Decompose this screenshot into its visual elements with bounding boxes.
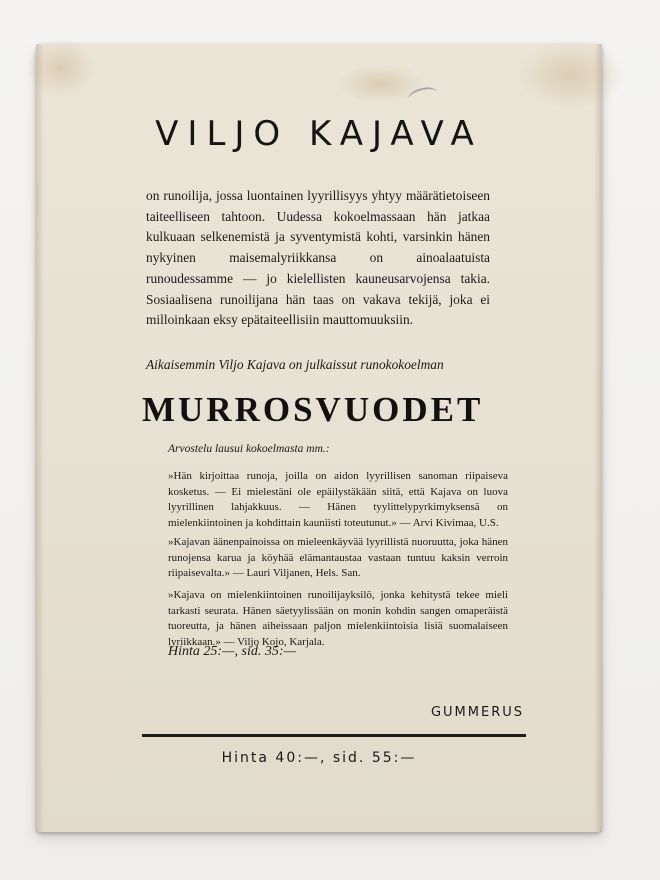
author-name: VILJO KAJAVA [155, 114, 483, 154]
review-quote: »Hän kirjoittaa runoja, joilla on aidon lyyrillisen sanoman riipaiseva kosketus. — Ei mielestäni ole epäilystäkään siitä, että Kajava on luova lyyrillinen lahjakkuus. — Hänen tyylittelypyrkimyksensä on mielenkiintoinen ja kohdittain kauniisti toteutunut.» — Arvi Kivimaa, U.S. [168, 470, 508, 529]
earlier-works-line: Aikaisemmin Viljo Kajava on julkaissut runokokoelman [146, 357, 444, 372]
corner-stain [26, 38, 96, 98]
earlier-book-title: MURROSVUODET [142, 390, 484, 429]
book-back-cover [36, 44, 602, 832]
description-paragraph: on runoilija, jossa luontainen lyyrillisyys yhtyy määrätietoiseen taiteelliseen tahtoon. Uudessa kokoelmassaan hän jatkaa kulkuaan selkenemistä ja syventymistä kohti, varsinkin hänen nykyinen maisemalyriikkansa on ainoalaatuista runoudessamme — jo kielellisten kauneusarvojensa takia. Sosiaalisena runoilijana hän taas on vakava tekijä, joka ei milloinkaan eksy epätaiteellisiin mauttomuuksiin. [146, 188, 490, 328]
book-price: Hinta 40:—, sid. 55:— [221, 750, 417, 766]
corner-stain [516, 40, 626, 110]
cover-right-edge [594, 44, 602, 832]
reviews-heading: Arvostelu lausui kokoelmasta mm.: [168, 443, 330, 455]
earlier-book-price: Hinta 25:—, sid. 35:— [168, 644, 296, 659]
review-quote: »Kajavan äänenpainoissa on mieleenkäyvää lyyrillistä nuoruutta, joka hänen runojensa karua ja köyhää elämantaustaa vastaan tuntuu kaksin verroin riipaisevalta.» — Lauri Viljanen, Hels. San. [168, 536, 508, 580]
review-quote: »Kajava on mielenkiintoinen runoilijayksilö, jonka kehitystä tekee mieli tarkasti seurata. Hänen säetyylissään on monin kohdin sangen omaperäistä tuoreutta, ja hänen aiheissaan paljon mielenkiintoisia lisiä suomalaiseen lyriikkaan.» — Viljo Kojo, Karjala. [168, 589, 508, 648]
publisher-name: GUMMERUS [430, 705, 524, 720]
divider-rule [142, 734, 526, 737]
